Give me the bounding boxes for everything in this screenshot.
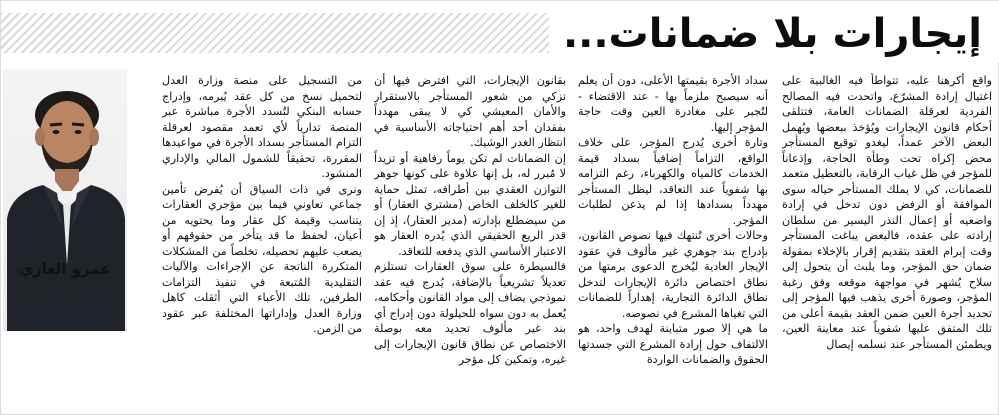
article-column-4 bbox=[162, 73, 362, 411]
paragraph: سداد الأجرة بقيمتها الأعلى، دون أن يعلم أنه سيصبح ملزماً بها - عند الاقتضاء - لتُجبر على مغادرة العين وقت حاجة المؤجر إليها. bbox=[578, 74, 768, 134]
paragraph: بقانون الإيجارات، التي افترض فيها أن تزكي من شعور المستأجر بالاستقرار والأمان المعيشي كي لا يبقى مهدداً بفقدان أحد أهم احتياجاته الأساسية في انتظار الغدر الوشيك. bbox=[374, 74, 566, 149]
header-pattern-stripe bbox=[1, 13, 641, 53]
article-title: إيجارات بلا ضمانات... bbox=[549, 5, 986, 63]
author-name: عمرو الغازي bbox=[19, 260, 111, 278]
paragraph: واقع أُكرهنا عليه، تتواطأ فيه الغالبية على اغتيال إرادة المشرّع، واتحدت فيه المصالح الفردية لعرقلة الضمانات العامة، فتتلقى أحكام قانون الإيجارات ويُؤخذ ببعضها ويُهمل البعض الآخر عمداً، ليغدو توقيع المستأجر محض إكراه تحت وطأة الحاجة، وإذعاناً للمؤجر في ظل غياب الرقابة، بالتعطيل متعمد للضمانات، كي لا يملك المستأجر حياله سوى الموافقة أو الرفض دون تدخل في إرادة واضعيه أو إعمال النذر اليسير من سلطان إرادته على عقده، فالبعض يباغت المستأجر وقت إبرام العقد بتقديم إقرار بالإخلاء بمقولة ضمان حق المؤجر، وما يلبث أن يتحول إلى سلاح يُشهر في مواجهة موقعه وفق رغبة المؤجر، وصورة أخرى يذهب فيها المؤجر إلى تحديد أجرة العين ضمن العقد بقيمة أعلى من تلك المتفق عليها شفوياً عند معاينة العين، ويطمئن المستأجر عند تسلمه إيصال bbox=[782, 74, 992, 351]
paragraph: ما هي إلا صور متباينة لهدف واحد، هو الالتفاف حول إرادة المشرع التي جسدتها الحقوق والضمانات الواردة bbox=[578, 322, 768, 366]
paragraph: ونرى في ذات السياق أن يُفرض تأمين جماعي تعاوني فيما بين مؤجري العقارات يتناسب وقيمة كل عقار وما يحتويه من أعيان، لحفظ ما قد يتأخر من حقوقهم أو يصعب عليهم تحصيله، تخلصاً من المشكلات المتكررة الناتجة عن الإجراءات والآليات التقليدية المُتبعة في تنفيذ التزامات الطرفين، تلك الأعباء التي أثقلت كاهل وزارة العدل وإداراتها المختلفة عبر عقود من الزمن. bbox=[162, 182, 362, 335]
author-role: مستشار قانوني bbox=[26, 280, 104, 291]
article-column-1 bbox=[782, 73, 992, 411]
article-header bbox=[1, 1, 999, 63]
paragraph: إن الضمانات لم تكن يوماً رفاهية أو تزيداً لا مُبرر له، بل إنها علاوة على كونها جوهر التوازن العقدي بين أطرافه، تمثل حماية للغير كالخلف الخاص (مشتري العقار) أو من سيضطلع بإدارته (مدير العقار)، إذ إن قدر الريع الحقيقي الذي يُدره العقار هو الاعتبار الأساسي الذي يدفعه للتعاقد. bbox=[374, 151, 566, 258]
paragraph: وتارة أخرى يُدرج المؤجر، على خلاف الواقع، التزاماً إضافياً بسداد قيمة الخدمات كالمياه والكهرباء، رغم التزامه بها شفوياً عند التعاقد، ليظل المستأجر مهدداً بسدادها إذا لم يذعن لطلبات المؤجر. bbox=[578, 136, 768, 227]
paragraph: وحالات أخرى تُنتهك فيها نصوص القانون، بإدراج بند جوهري غير مألوف في عقود الإيجار العادية ليُخرج الدعوى برمتها من نطاق اختصاص دائرة الإيجارات لتدخل نطاق الدائرة التجارية، إهداراً للضمانات التي تغياها المشرع في نصوصه. bbox=[578, 229, 768, 320]
author-byline bbox=[3, 259, 127, 299]
paragraph: فالسيطرة على سوق العقارات تستلزم تعديلاً تشريعياً بالإضافة، يُدرج فيه عقد نموذجي يضاف إلى مواد القانون وأحكامه، يُعمل به دون سواه للحيلولة دون إدراج أي بند غير مألوف تحديد معه بوصلة الاختصاص عن نطاق قانون الإيجارات إلى غيره، وتمكين كل مؤجر bbox=[374, 260, 566, 366]
article-column-2 bbox=[578, 73, 768, 411]
paragraph: من التسجيل على منصة وزارة العدل لتحميل نسخ من كل عقد يُبرمه، وإدراج حسابه البنكي لتُسدد الأجرة مباشرة عبر المنصة تدارياً لأي تعمد مقصود لعرقلة التزام المستأجر بسداد الأجرة في مواعيدها المقررة، تحقيقاً للشمول المالي والإداري المنشود. bbox=[162, 74, 362, 180]
article-column-3 bbox=[374, 73, 566, 411]
